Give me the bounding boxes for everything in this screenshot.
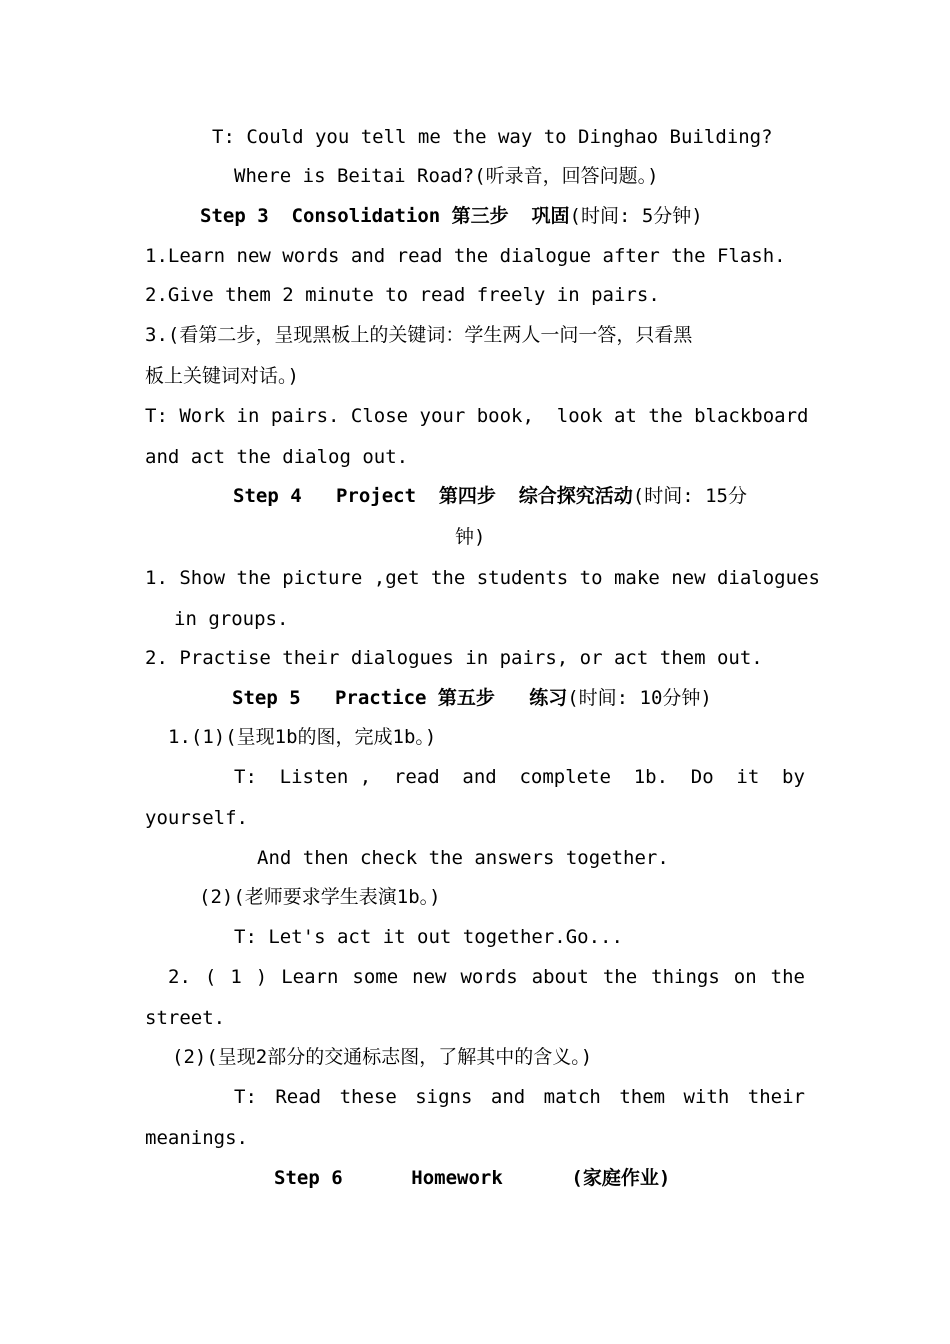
text-line: and act the dialog out. bbox=[145, 446, 409, 468]
word: with bbox=[683, 1086, 730, 1108]
text-line: 板上关键词对话。) bbox=[145, 365, 299, 387]
word: them bbox=[619, 1086, 666, 1108]
word: read bbox=[393, 766, 440, 788]
section-heading-step6: Step 6 Homework (家庭作业) bbox=[274, 1167, 671, 1189]
justified-line bbox=[168, 965, 805, 989]
word: match bbox=[543, 1086, 601, 1108]
word: 1b. bbox=[633, 766, 669, 788]
word: things bbox=[651, 966, 720, 988]
text-line: street. bbox=[145, 1007, 226, 1029]
justified-line bbox=[234, 1085, 805, 1109]
word: signs bbox=[415, 1086, 473, 1108]
word: the bbox=[770, 966, 805, 988]
text-line: (2)(呈现2部分的交通标志图，了解其中的含义。) bbox=[172, 1046, 593, 1068]
heading-time: (时间: 15分 bbox=[632, 485, 747, 507]
word: T: bbox=[234, 1086, 257, 1108]
word: Listen , bbox=[279, 766, 372, 788]
word: the bbox=[602, 966, 638, 988]
word: 1 bbox=[230, 966, 242, 988]
text-line: in groups. bbox=[174, 608, 289, 630]
text-line: yourself. bbox=[145, 807, 248, 829]
word: on bbox=[733, 966, 757, 988]
text-line: meanings. bbox=[145, 1127, 248, 1149]
word: Read bbox=[275, 1086, 322, 1108]
text-line: T: Let's act it out together.Go... bbox=[234, 926, 623, 948]
word: complete bbox=[519, 766, 611, 788]
heading-time: (时间: 5分钟) bbox=[569, 205, 703, 227]
text-line: And then check the answers together. bbox=[257, 847, 669, 869]
text-line: (2)(老师要求学生表演1b。) bbox=[199, 886, 441, 908]
text-line: 钟) bbox=[455, 526, 486, 548]
text-line: T: Work in pairs. Close your book, look at the blackboard bbox=[145, 405, 809, 427]
text-line: T: Could you tell me the way to Dinghao Building? bbox=[212, 126, 773, 148]
text-line: 1.(1)(呈现1b的图，完成1b。) bbox=[168, 726, 437, 748]
word: ) bbox=[255, 966, 268, 988]
section-heading-step5 bbox=[232, 686, 712, 710]
word: and bbox=[462, 766, 497, 788]
section-heading-step4 bbox=[233, 484, 747, 508]
word: and bbox=[490, 1086, 526, 1108]
heading-label: Step 3 Consolidation 第三步 巩固 bbox=[200, 205, 570, 227]
heading-time: (时间: 10分钟) bbox=[567, 687, 712, 709]
text-line: 2.Give them 2 minute to read freely in pairs. bbox=[145, 284, 660, 306]
text-line: 2. Practise their dialogues in pairs, or act them out. bbox=[145, 647, 763, 669]
heading-label: Step 4 Project 第四步 综合探究活动 bbox=[233, 485, 633, 507]
justified-line bbox=[234, 765, 805, 789]
word: Learn bbox=[281, 966, 339, 988]
word: T: bbox=[234, 766, 257, 788]
text-line: 1.Learn new words and read the dialogue after the Flash. bbox=[145, 245, 786, 267]
section-heading-step3 bbox=[200, 204, 703, 228]
text-line: 3.(看第二步，呈现黑板上的关键词：学生两人一问一答，只看黑 bbox=[145, 324, 693, 346]
word: it bbox=[736, 766, 760, 788]
text-line: Where is Beitai Road?(听录音，回答问题。) bbox=[234, 165, 659, 187]
word: ( bbox=[204, 966, 217, 988]
word: new bbox=[412, 966, 447, 988]
word: words bbox=[460, 966, 518, 988]
word: these bbox=[339, 1086, 397, 1108]
word: about bbox=[531, 966, 589, 988]
word: 2. bbox=[168, 966, 191, 988]
heading-label: Step 5 Practice 第五步 练习 bbox=[232, 687, 568, 709]
word: by bbox=[782, 766, 805, 788]
word: their bbox=[747, 1086, 805, 1108]
text-line: 1. Show the picture ,get the students to make new dialogues bbox=[145, 567, 820, 589]
word: some bbox=[352, 966, 399, 988]
word: Do bbox=[690, 766, 714, 788]
